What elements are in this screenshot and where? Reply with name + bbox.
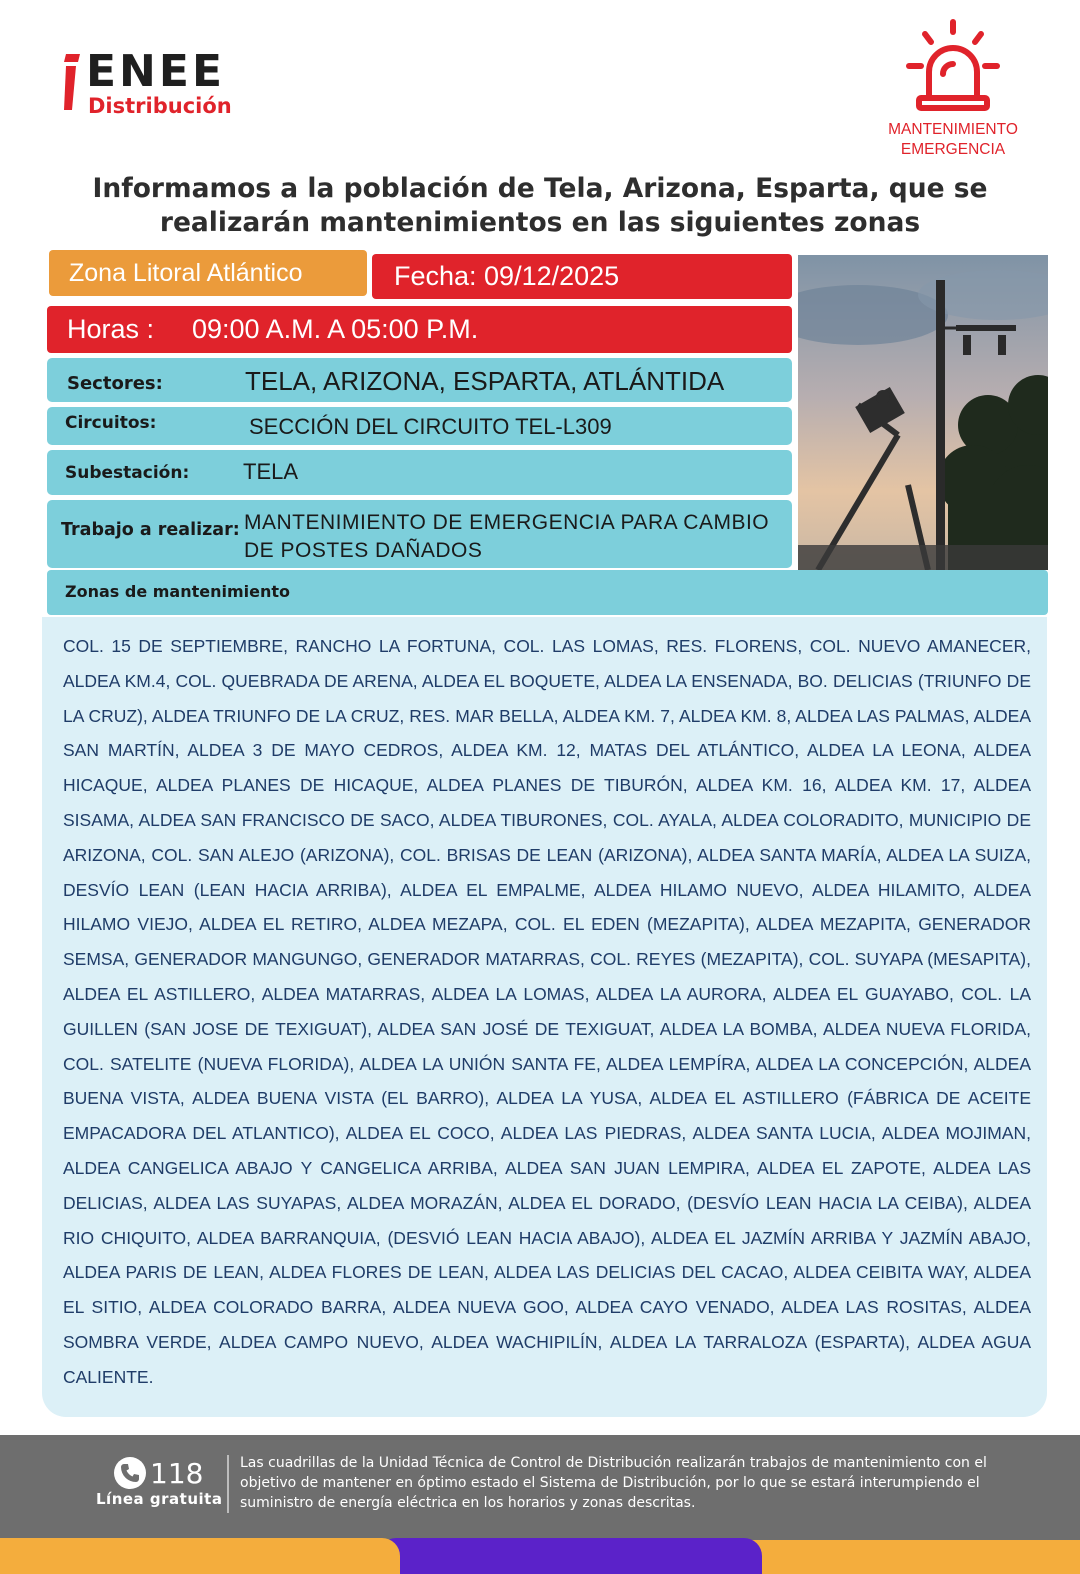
headline-line2: realizarán mantenimientos en las siguientes zonas bbox=[159, 207, 921, 238]
circuitos-value: SECCIÓN DEL CIRCUITO TEL-L309 bbox=[249, 414, 612, 439]
footer bbox=[0, 1435, 1080, 1540]
horas-value: 09:00 A.M. A 05:00 P.M. bbox=[192, 314, 479, 344]
headline bbox=[40, 172, 1040, 240]
hotline bbox=[114, 1455, 214, 1495]
alarm-label-line2: EMERGENCIA bbox=[900, 141, 1006, 158]
hotline-number: 118 bbox=[150, 1457, 204, 1490]
sectores-row bbox=[47, 358, 792, 402]
phone-icon bbox=[114, 1457, 146, 1489]
utility-pole-photo bbox=[798, 255, 1048, 570]
horas-pill bbox=[47, 306, 792, 353]
sectores-label: Sectores: bbox=[67, 373, 163, 394]
zonas-panel bbox=[42, 617, 1047, 1417]
subestacion-value: TELA bbox=[243, 459, 299, 484]
footer-divider bbox=[227, 1455, 229, 1513]
zonas-label: Zonas de mantenimiento bbox=[65, 582, 291, 601]
sectores-value: TELA, ARIZONA, ESPARTA, ATLÁNTIDA bbox=[245, 366, 725, 396]
bottom-bar-orange-left bbox=[0, 1538, 400, 1574]
alarm-light-icon bbox=[903, 18, 1003, 114]
zona-pill: Zona Litoral Atlántico bbox=[49, 250, 367, 296]
enee-logo bbox=[62, 46, 272, 122]
footer-notice: Las cuadrillas de la Unidad Técnica de Control de Distribución realizarán trabajos de mantenimiento con el objetivo de mantener en óptimo estado el Sistema de Distribución, por lo que se estará interumpiendo el suministro de energía eléctrica en los horarios y zonas descritas. bbox=[240, 1455, 987, 1511]
logo-name: ENEE bbox=[86, 46, 225, 97]
trabajo-value: MANTENIMIENTO DE EMERGENCIA PARA CAMBIO DE POSTES DAÑADOS bbox=[244, 511, 770, 562]
emergency-badge bbox=[868, 18, 1038, 163]
logo-mark-icon bbox=[62, 52, 82, 112]
headline-line1: Informamos a la población de Tela, Arizona, Esparta, que se bbox=[92, 173, 988, 204]
work-photo bbox=[798, 255, 1048, 570]
circuitos-row bbox=[47, 407, 792, 445]
circuitos-label: Circuitos: bbox=[65, 413, 157, 433]
fecha-pill: Fecha: 09/12/2025 bbox=[372, 254, 792, 299]
zonas-header bbox=[47, 570, 1048, 615]
logo-subtitle: Distribución bbox=[88, 94, 232, 118]
hotline-label: Línea gratuita bbox=[96, 1490, 223, 1508]
zonas-list: COL. 15 DE SEPTIEMBRE, RANCHO LA FORTUNA, COL. LAS LOMAS, RES. FLORENS, COL. NUEVO AMANECER, ALDEA KM.4, COL. QUEBRADA DE ARENA, ALDEA EL BOQUETE, ALDEA LA ENSENADA, BO. DELICIAS (TRIUNFO DE LA CRUZ), ALDEA TRIUNFO DE LA CRUZ, RES. MAR BELLA, ALDEA KM. 7, ALDEA KM. 8, ALDEA LAS PALMAS, ALDEA SAN MARTÍN, ALDEA 3 DE MAYO CEDROS, ALDEA KM. 12, MATAS DEL ATLÁNTICO, ALDEA LA LEONA, ALDEA HICAQUE, ALDEA PLANES DE HICAQUE, ALDEA PLANES DE TIBURÓN, ALDEA KM. 16, ALDEA KM. 17, ALDEA SISAMA, ALDEA SAN FRANCISCO DE SACO, ALDEA TIBURONES, COL. AYALA, ALDEA COLORADITO, MUNICIPIO DE ARIZONA, COL. SAN ALEJO (ARIZONA), COL. BRISAS DE LEAN (ARIZONA), ALDEA SANTA MARÍA, ALDEA LA SUIZA, DESVÍO LEAN (LEAN HACIA ARRIBA), ALDEA EL EMPALME, ALDEA HILAMO NUEVO, ALDEA HILAMITO, ALDEA HILAMO VIEJO, ALDEA EL RETIRO, ALDEA MEZAPA, COL. EL EDEN (MEZAPITA), ALDEA MEZAPITA, GENERADOR SEMSA, GENERADOR MANGUNGO, GENERADOR MATARRAS, COL. REYES (MEZAPITA), COL. SUYAPA (MESAPITA), ALDEA EL ASTILLERO, ALDEA MATARRAS, ALDEA LA LOMAS, ALDEA LA AURORA, ALDEA EL GUAYABO, COL. LA GUILLEN (SAN JOSE DE TEXIGUAT), ALDEA SAN JOSÉ DE TEXIGUAT, ALDEA LA BOMBA, ALDEA NUEVA FLORIDA, COL. SATELITE (NUEVA FLORIDA), ALDEA LA UNIÓN SANTA FE, ALDEA LEMPÍRA, ALDEA LA CONCEPCIÓN, ALDEA BUENA VISTA, ALDEA BUENA VISTA (EL BARRO), ALDEA LA YUSA, ALDEA EL ASTILLERO (FÁBRICA DE ACEITE EMPACADORA DEL ATLANTICO), ALDEA EL COCO, ALDEA LAS PIEDRAS, ALDEA SANTA LUCIA, ALDEA MOJIMAN, ALDEA CANGELICA ABAJO Y CANGELICA ARRIBA, ALDEA SAN JUAN LEMPIRA, ALDEA EL ZAPOTE, ALDEA LAS DELICIAS, ALDEA LAS SUYAPAS, ALDEA MORAZÁN, ALDEA EL DORADO, (DESVÍO LEAN HACIA LA CEIBA), ALDEA RIO CHIQUITO, ALDEA BARRANQUIA, (DESVIÓ LEAN HACIA ABAJO), ALDEA EL JAZMÍN ARRIBA Y JAZMÍN ABAJO, ALDEA PARIS DE LEAN, ALDEA FLORES DE LEAN, ALDEA LAS DELICIAS DEL CACAO, ALDEA CEIBITA WAY, ALDEA EL SITIO, ALDEA COLORADO BARRA, ALDEA NUEVA GOO, ALDEA CAYO VENADO, ALDEA LAS ROSITAS, ALDEA SOMBRA VERDE, ALDEA CAMPO NUEVO, ALDEA WACHIPILÍN, ALDEA LA TARRALOZA (ESPARTA), ALDEA AGUA CALIENTE. bbox=[63, 636, 1031, 1387]
subestacion-label: Subestación: bbox=[65, 463, 190, 483]
horas-label: Horas : bbox=[67, 314, 155, 344]
trabajo-row bbox=[47, 500, 792, 568]
bottom-bar-purple bbox=[378, 1538, 762, 1574]
trabajo-label: Trabajo a realizar: bbox=[61, 520, 240, 540]
subestacion-row bbox=[47, 450, 792, 495]
alarm-label-line1: MANTENIMIENTO bbox=[888, 121, 1018, 138]
